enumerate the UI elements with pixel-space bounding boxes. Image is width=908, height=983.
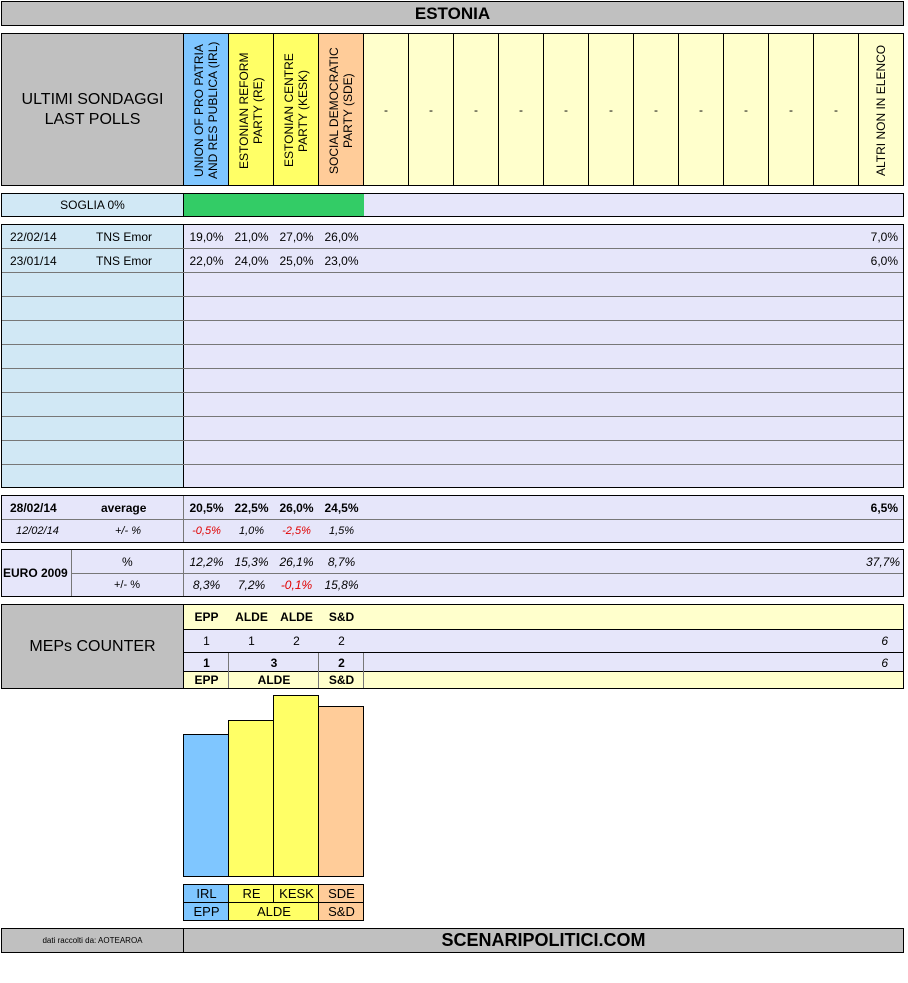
euro2009-diff: -0,1% — [280, 578, 313, 592]
meps-grouped-name: ALDE — [257, 673, 291, 687]
poll-others: 6,0% — [870, 253, 898, 268]
footer-credit: dati raccolti da: AOTEAROA — [42, 936, 143, 945]
euro2009-value: 26,1% — [279, 554, 314, 569]
bar-re — [228, 720, 274, 877]
meps-grouped-name: S&D — [328, 673, 355, 687]
threshold-bar — [184, 194, 364, 216]
poll-date: 23/01/14 — [10, 253, 57, 268]
legend-category: KESK — [279, 886, 314, 901]
footer-site: SCENARIPOLITICI.COM — [441, 930, 646, 950]
blank-column-header — [678, 33, 724, 186]
blank-column-dash: - — [789, 102, 793, 117]
legend-group: ALDE — [257, 904, 291, 919]
blank-column-header — [723, 33, 769, 186]
poll-institute: TNS Emor — [96, 253, 153, 268]
footer-credit-cell — [1, 928, 184, 953]
meps-grouped-name: EPP — [194, 673, 219, 687]
average-value: 24,5% — [324, 500, 359, 515]
footer-site-cell — [183, 928, 904, 953]
bar-chart — [183, 690, 364, 879]
others-label: ALTRI NON IN ELENCO — [874, 44, 888, 177]
threshold-label-cell — [1, 193, 184, 217]
poll-value: 21,0% — [234, 229, 269, 244]
euro2009-pct-label: % — [122, 554, 133, 569]
party-header-1 — [228, 33, 274, 186]
page-title: ESTONIA — [414, 3, 491, 23]
average-prev-date: 12/02/14 — [16, 525, 59, 537]
average-label: average — [101, 500, 147, 515]
legend-category: SDE — [328, 886, 355, 901]
blank-column-dash: - — [564, 102, 568, 117]
meps-grouped-total: 6 — [881, 655, 888, 670]
average-diff-label: +/- % — [115, 525, 141, 537]
blank-column-header — [543, 33, 589, 186]
average-others: 6,5% — [870, 500, 898, 515]
meps-group: ALDE — [235, 610, 268, 624]
threshold-label: SOGLIA 0% — [60, 198, 125, 212]
euro2009-diff-label: +/- % — [114, 579, 140, 591]
bar-sde — [318, 706, 364, 877]
blank-column-header — [588, 33, 634, 186]
meps-label-cell — [1, 604, 184, 689]
euro2009-diff: 7,2% — [237, 578, 266, 592]
party-header-2 — [273, 33, 319, 186]
others-header — [858, 33, 904, 186]
average-value: 20,5% — [189, 500, 224, 515]
blank-column-dash: - — [429, 102, 433, 117]
average-diff: -2,5% — [282, 525, 311, 537]
euro2009-diff: 15,8% — [324, 578, 359, 592]
header-label-line2: LAST POLLS — [44, 110, 141, 128]
meps-group: S&D — [328, 610, 355, 624]
party-name: UNION OF PRO PATRIA AND RES PUBLICA (IRL) — [192, 41, 220, 180]
header-label-cell — [1, 33, 184, 186]
poll-value: 27,0% — [279, 229, 314, 244]
poll-institute: TNS Emor — [96, 229, 153, 244]
poll-value: 23,0% — [324, 253, 359, 268]
party-name: ESTONIAN REFORM PARTY (RE) — [237, 52, 265, 169]
blank-column-header — [813, 33, 859, 186]
blank-column-dash: - — [609, 102, 613, 117]
euro2009-others: 37,7% — [865, 554, 900, 569]
blank-column-dash: - — [519, 102, 523, 117]
header-label — [2, 34, 183, 185]
meps-grouped-seats: 1 — [203, 655, 210, 670]
bar-kesk — [273, 695, 319, 877]
title-bar — [1, 1, 904, 26]
meps-grouped-seats: 2 — [338, 655, 345, 670]
meps-group: EPP — [194, 610, 219, 624]
poll-value: 24,0% — [234, 253, 269, 268]
euro2009-value: 8,7% — [327, 554, 356, 569]
meps-seats: 1 — [248, 634, 255, 648]
poll-others: 7,0% — [870, 229, 898, 244]
euro2009-label: EURO 2009 — [3, 566, 68, 580]
blank-column-header — [768, 33, 814, 186]
average-diff: -0,5% — [192, 525, 221, 537]
party-name: ESTONIAN CENTRE PARTY (KESK) — [282, 53, 310, 168]
legend-category: IRL — [196, 886, 217, 901]
poll-value: 19,0% — [189, 229, 224, 244]
meps-label: MEPs COUNTER — [29, 637, 156, 655]
party-header-0 — [183, 33, 229, 186]
legend-category: RE — [242, 886, 261, 901]
poll-value: 26,0% — [324, 229, 359, 244]
poll-value: 22,0% — [189, 253, 224, 268]
average-diff: 1,0% — [238, 525, 265, 537]
euro2009-value: 12,2% — [189, 554, 224, 569]
party-name: SOCIAL DEMOCRATIC PARTY (SDE) — [327, 47, 355, 174]
average-value: 26,0% — [279, 500, 314, 515]
meps-group: ALDE — [280, 610, 313, 624]
poll-value: 25,0% — [279, 253, 314, 268]
meps-seats: 2 — [338, 634, 345, 648]
blank-column-dash: - — [834, 102, 838, 117]
meps-grouped-seats: 3 — [270, 655, 278, 670]
legend-group: EPP — [193, 904, 220, 919]
blank-column-header — [408, 33, 454, 186]
blank-column-header — [633, 33, 679, 186]
average-diff: 1,5% — [328, 525, 355, 537]
poll-date: 22/02/14 — [10, 229, 57, 244]
blank-column-dash: - — [744, 102, 748, 117]
average-value: 22,5% — [234, 500, 269, 515]
party-header-3 — [318, 33, 364, 186]
meps-seats: 1 — [203, 634, 210, 648]
average-date: 28/02/14 — [10, 500, 57, 515]
bar-irl — [183, 734, 229, 877]
blank-column-dash: - — [654, 102, 658, 117]
legend-group: S&D — [328, 904, 355, 919]
euro2009-value: 15,3% — [234, 554, 269, 569]
blank-column-dash: - — [384, 102, 388, 117]
blank-column-header — [498, 33, 544, 186]
blank-column-header — [453, 33, 499, 186]
blank-column-header — [363, 33, 409, 186]
meps-total: 6 — [881, 634, 888, 648]
meps-seats: 2 — [293, 634, 300, 648]
blank-column-dash: - — [699, 102, 703, 117]
header-label-line1: ULTIMI SONDAGGI — [21, 90, 164, 108]
blank-column-dash: - — [474, 102, 478, 117]
euro2009-diff: 8,3% — [192, 578, 221, 592]
